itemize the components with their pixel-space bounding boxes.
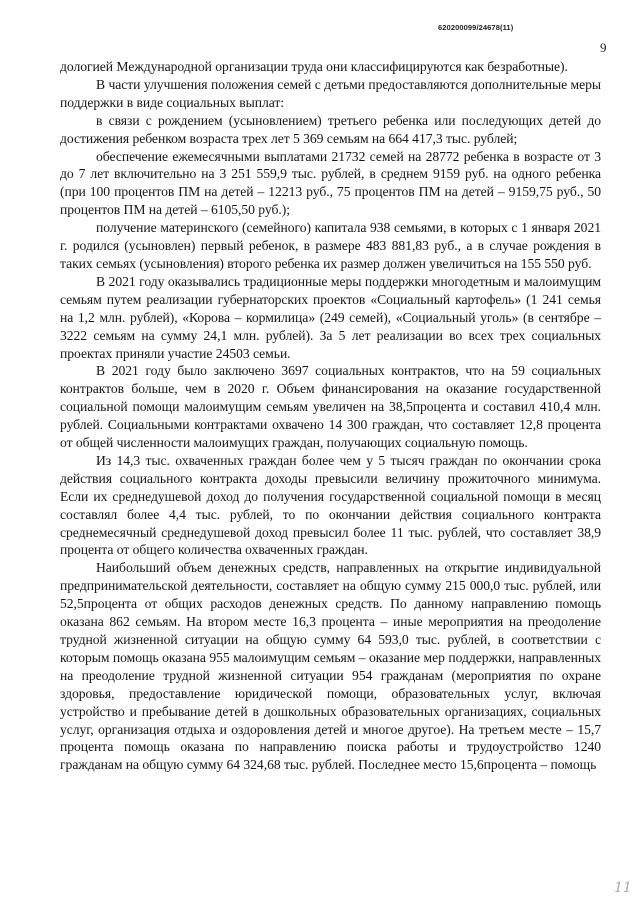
paragraph-3: в связи с рождением (усыновлением) третьего ребенка или последующих детей до достижения ребенком возраста трех лет 5 369 семьям на 664 417,3 тыс. рублей; <box>60 112 601 146</box>
document-id: 620200099/24678(11) <box>438 23 514 32</box>
paragraph-8: Из 14,3 тыс. охваченных граждан более чем у 5 тысяч граждан по окончании срока действия социального контракта доходы превысили величину прожиточного минимума. Если их среднедушевой доход до получения государственной социальной помощи в месяц составлял более 4,4 тыс. рублей, то по окончании действия социального контракта среднемесячный среднедушевой доход превысил более 11 тыс. рублей, что составляет 38,9 процента от общего количества охваченных граждан. <box>60 452 601 558</box>
paragraph-6: В 2021 году оказывались традиционные меры поддержки многодетным и малоимущим семьям путем реализации губернаторских проектов «Социальный картофель» (1 241 семья на 1,2 млн. рублей), «Корова – кормилица» (249 семей), «Социальный уголь» (в сентябре – 3222 семьям на сумму 24,1 млн. рублей). За 5 лет реализации во всех трех социальных проектах приняли участие 24503 семьи. <box>60 273 601 361</box>
document-body <box>60 58 601 774</box>
paragraph-9: Наибольший объем денежных средств, направленных на открытие индивидуальной предпринимательской деятельности, составляет на общую сумму 215 000,0 тыс. рублей, или 52,5процента от общих расходов денежных средств. По данному направлению помощь оказана 862 семьям. На втором месте 16,3 процента – иные мероприятия на преодоление трудной жизненной ситуации на общую сумму 64 593,0 тыс. рублей, в соответствии с которым помощь оказана 955 малоимущим семьям – оказание мер поддержки, направленных на преодоление трудной жизненной ситуации 954 гражданам (мероприятия по охране здоровья, предоставление юридической помощи, образовательных услуг, включая устройство и пребывание детей в дошкольных образовательных организациях, социальных услуг, организация отдыха и оздоровления детей и многое другое). На третьем месте – 15,7 процента помощь оказана по направлению поиска работы и трудоустройство 1240 гражданам на общую сумму 64 324,68 тыс. рублей. Последнее место 15,6процента – помощь <box>60 560 601 773</box>
paragraph-5: получение материнского (семейного) капитала 938 семьями, в которых с 1 января 2021 г. родился (усыновлен) первый ребенок, в размере 483 881,83 руб., а в случае рождения в таких семьях (усыновления) второго ребенка их размер должен увеличиться на 155 550 руб. <box>60 220 601 271</box>
page-number: 9 <box>600 40 607 55</box>
handwritten-page-mark: 11 <box>614 880 632 896</box>
paragraph-7: В 2021 году было заключено 3697 социальных контрактов, что на 59 социальных контрактов больше, чем в 2020 г. Объем финансирования на оказание государственной социальной помощи малоимущим семьям увеличен на 38,5процента и составил 410,4 млн. рублей. Социальными контрактами охвачено 14 300 граждан, что составляет 12,8 процента от общей численности малоимущих граждан, получающих социальную помощь. <box>60 363 601 451</box>
paragraph-2: В части улучшения положения семей с детьми предоставляются дополнительные меры поддержки в виде социальных выплат: <box>60 76 601 110</box>
paragraph-4: обеспечение ежемесячными выплатами 21732 семей на 28772 ребенка в возрасте от 3 до 7 лет включительно на 3 251 559,9 тыс. рублей, в среднем 9159 руб. на одного ребенка (при 100 процентов ПМ на детей – 12213 руб., 75 процентов ПМ на детей – 9159,75 руб., 50 процентов ПМ на детей – 6105,50 руб.); <box>60 148 601 218</box>
paragraph-1: дологией Международной организации труда они классифицируются как безработные). <box>60 59 568 74</box>
